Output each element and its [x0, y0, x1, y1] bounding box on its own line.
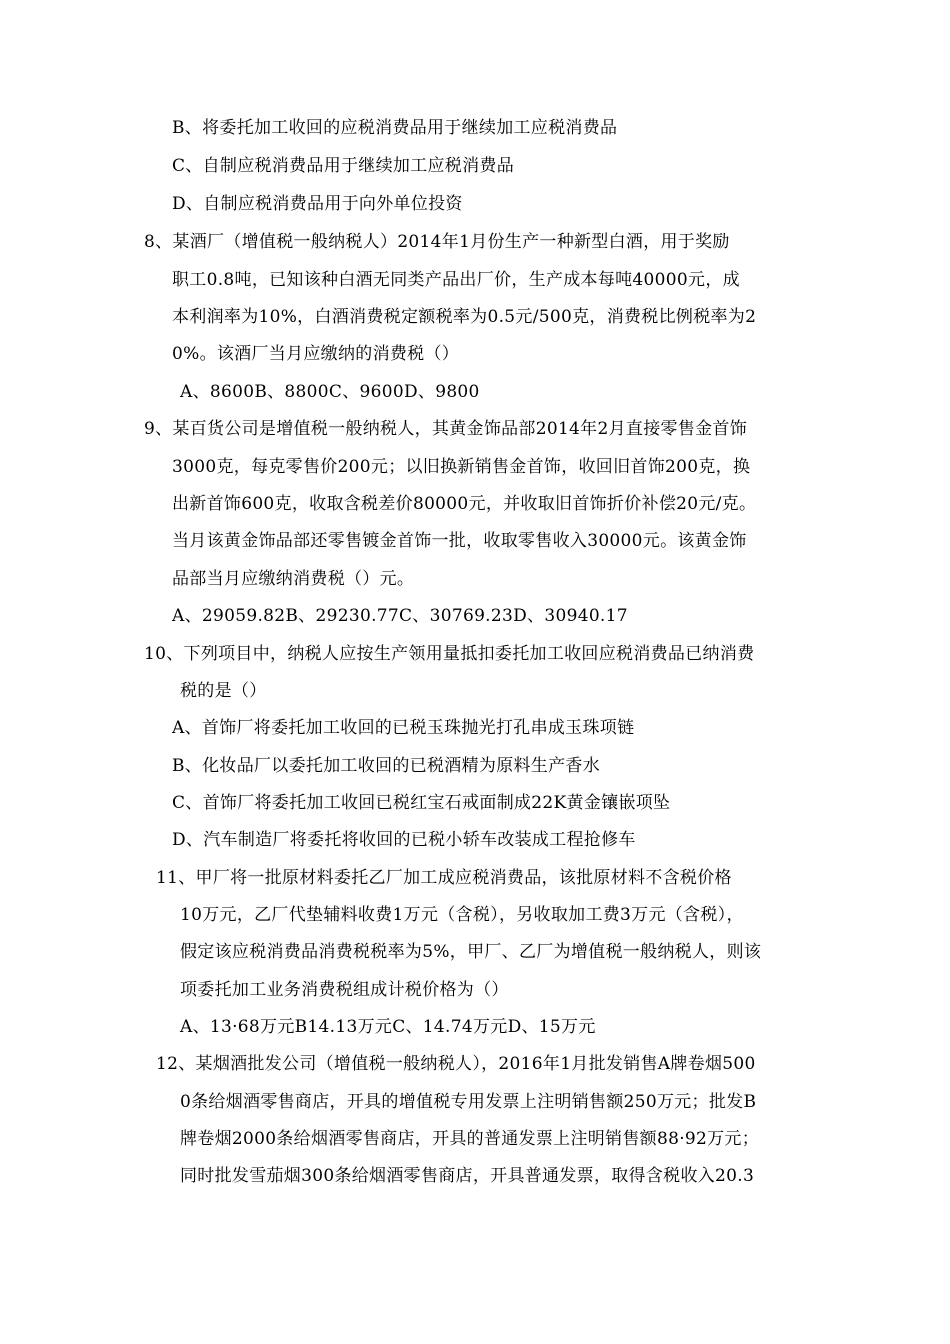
q10-option-d: D、汽车制造厂将委托将收回的已税小轿车改装成工程抢修车	[172, 830, 636, 850]
q11-text-line-2: 10万元，乙厂代垫辅料收费1万元（含税），另收取加工费3万元（含税），	[180, 905, 744, 925]
q8-text-line-1: 8、某酒厂（增值税一般纳税人）2014年1月份生产一种新型白酒，用于奖励	[144, 232, 730, 252]
q10-option-c: C、首饰厂将委托加工收回已税红宝石戒面制成22K黄金镶嵌项坠	[172, 793, 671, 813]
q12-text-line-1: 12、某烟酒批发公司（增值税一般纳税人），2016年1月批发销售A牌卷烟500	[156, 1054, 756, 1074]
q9-text-line-1: 9、某百货公司是增值税一般纳税人，其黄金饰品部2014年2月直接零售金首饰	[144, 419, 747, 439]
q7-option-d: D、自制应税消费品用于向外单位投资	[172, 194, 463, 214]
q10-option-b: B、化妆品厂以委托加工收回的已税酒精为原料生产香水	[172, 756, 600, 776]
q11-text-line-3: 假定该应税消费品消费税税率为5%，甲厂、乙厂为增值税一般纳税人，则该	[180, 942, 762, 962]
q9-text-line-3: 出新首饰600克，收取含税差价80000元，并收取旧首饰折价补偿20元/克。	[172, 494, 757, 514]
q7-option-b: B、将委托加工收回的应税消费品用于继续加工应税消费品	[172, 118, 618, 138]
q9-options: A、29059.82B、29230.77C、30769.23D、30940.17	[172, 606, 628, 626]
q8-text-line-4: 0%。该酒厂当月应缴纳的消费税（）	[172, 344, 460, 364]
q11-options: A、13·68万元B14.13万元C、14.74万元D、15万元	[180, 1017, 596, 1037]
q7-option-c: C、自制应税消费品用于继续加工应税消费品	[172, 156, 515, 176]
q9-text-line-2: 3000克，每克零售价200元；以旧换新销售金首饰，收回旧首饰200克，换	[172, 457, 751, 477]
q11-text-line-1: 11、甲厂将一批原材料委托乙厂加工成应税消费品，该批原材料不含税价格	[156, 868, 732, 888]
q10-text-line-1: 10、下列项目中，纳税人应按生产领用量抵扣委托加工收回应税消费品已纳消费	[144, 644, 755, 664]
q12-text-line-2: 0条给烟酒零售商店，开具的增值税专用发票上注明销售额250万元；批发B	[180, 1092, 757, 1112]
q12-text-line-3: 牌卷烟2000条给烟酒零售商店，开具的普通发票上注明销售额88·92万元；	[180, 1129, 760, 1149]
q8-text-line-2: 职工0.8吨，已知该种白酒无同类产品出厂价，生产成本每吨40000元，成	[172, 270, 740, 290]
q10-option-a: A、首饰厂将委托加工收回的已税玉珠抛光打孔串成玉珠项链	[172, 718, 635, 738]
q8-options: A、8600B、8800C、9600D、9800	[180, 382, 480, 402]
q9-text-line-4: 当月该黄金饰品部还零售镀金首饰一批，收取零售收入30000元。该黄金饰	[172, 531, 747, 551]
q9-text-line-5: 品部当月应缴纳消费税（）元。	[172, 569, 415, 589]
q11-text-line-4: 项委托加工业务消费税组成计税价格为（）	[180, 980, 509, 1000]
q10-text-line-2: 税的是（）	[180, 681, 267, 701]
q8-text-line-3: 本利润率为10%，白酒消费税定额税率为0.5元/500克，消费税比例税率为2	[172, 307, 757, 327]
q12-text-line-4: 同时批发雪茄烟300条给烟酒零售商店，开具普通发票，取得含税收入20.3	[180, 1166, 755, 1186]
